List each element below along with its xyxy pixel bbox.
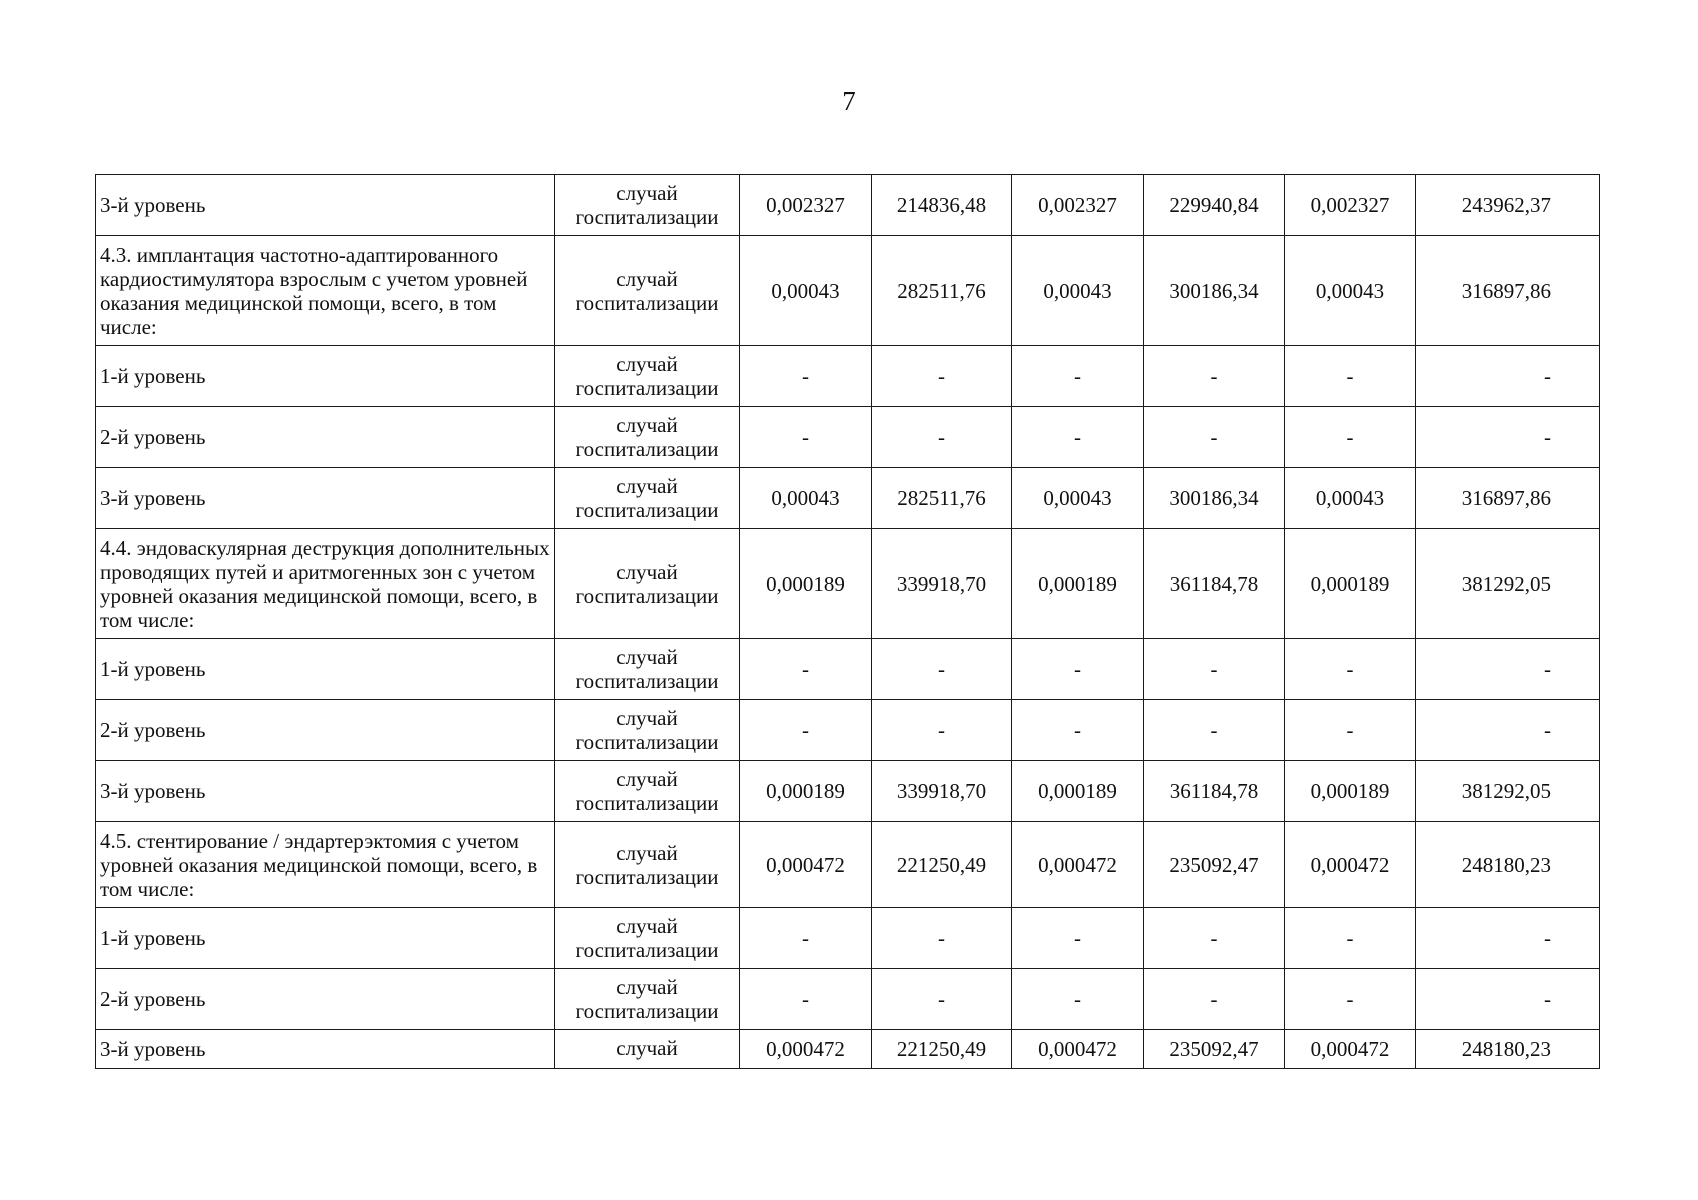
value-cell: 235092,47 [1144,822,1285,908]
row-name-cell: 2-й уровень [96,407,555,468]
value-cell: - [1012,639,1144,700]
value-cell: 0,000472 [740,822,872,908]
unit-cell: случай госпитализации [555,908,740,969]
value-cell: 221250,49 [872,822,1012,908]
tariff-table [95,174,1600,1069]
value-cell: 0,00043 [1012,236,1144,346]
value-cell: - [1416,969,1600,1030]
value-cell: 0,000472 [1012,1030,1144,1069]
value-cell: 0,00043 [740,468,872,529]
table-row [96,908,1600,969]
table-row [96,407,1600,468]
value-cell: - [1285,346,1416,407]
row-name-cell: 4.5. стентирование / эндартерэктомия с учетом уровней оказания медицинской помощи, всего, в том числе: [96,822,555,908]
row-name-cell: 4.4. эндоваскулярная деструкция дополнительных проводящих путей и аритмогенных зон с учетом уровней оказания медицинской помощи, всего, в том числе: [96,529,555,639]
value-cell: - [1012,346,1144,407]
table-row [96,639,1600,700]
value-cell: 300186,34 [1144,468,1285,529]
value-cell: - [1285,969,1416,1030]
value-cell: - [740,407,872,468]
row-name-cell: 1-й уровень [96,346,555,407]
value-cell: 248180,23 [1416,1030,1600,1069]
value-cell: - [1285,639,1416,700]
table-row [96,700,1600,761]
value-cell: - [872,908,1012,969]
value-cell: 0,000472 [1285,822,1416,908]
value-cell: 282511,76 [872,468,1012,529]
value-cell: 316897,86 [1416,468,1600,529]
unit-cell: случай госпитализации [555,761,740,822]
value-cell: 243962,37 [1416,175,1600,236]
value-cell: - [740,969,872,1030]
value-cell: - [740,346,872,407]
value-cell: - [1012,700,1144,761]
value-cell: 0,002327 [1285,175,1416,236]
value-cell: 235092,47 [1144,1030,1285,1069]
row-name-cell: 3-й уровень [96,468,555,529]
value-cell: - [1144,407,1285,468]
value-cell: 221250,49 [872,1030,1012,1069]
value-cell: - [1144,346,1285,407]
value-cell: - [872,407,1012,468]
row-name-cell: 1-й уровень [96,908,555,969]
value-cell: 0,00043 [740,236,872,346]
value-cell: 0,000189 [1285,529,1416,639]
row-name-cell: 3-й уровень [96,761,555,822]
table-row [96,1030,1600,1069]
value-cell: 229940,84 [1144,175,1285,236]
row-name-cell: 2-й уровень [96,969,555,1030]
table-row [96,468,1600,529]
value-cell: 300186,34 [1144,236,1285,346]
value-cell: 0,000189 [740,529,872,639]
value-cell: 361184,78 [1144,761,1285,822]
table-body [96,175,1600,1069]
value-cell: - [1012,908,1144,969]
value-cell: 339918,70 [872,529,1012,639]
unit-cell: случай госпитализации [555,822,740,908]
value-cell: - [1285,407,1416,468]
value-cell: 381292,05 [1416,761,1600,822]
unit-cell: случай госпитализации [555,175,740,236]
value-cell: 0,000472 [1285,1030,1416,1069]
value-cell: 0,00043 [1285,468,1416,529]
table-row [96,529,1600,639]
value-cell: 0,000189 [1285,761,1416,822]
value-cell: 0,000189 [1012,529,1144,639]
row-name-cell: 2-й уровень [96,700,555,761]
value-cell: - [1012,969,1144,1030]
value-cell: 0,000472 [740,1030,872,1069]
value-cell: - [1416,407,1600,468]
value-cell: 381292,05 [1416,529,1600,639]
value-cell: - [872,346,1012,407]
row-name-cell: 3-й уровень [96,1030,555,1069]
value-cell: - [872,639,1012,700]
value-cell: 0,002327 [1012,175,1144,236]
value-cell: - [1144,908,1285,969]
row-name-cell: 1-й уровень [96,639,555,700]
value-cell: 282511,76 [872,236,1012,346]
value-cell: - [872,969,1012,1030]
table-row [96,175,1600,236]
unit-cell: случай госпитализации [555,468,740,529]
table-row [96,822,1600,908]
unit-cell: случай госпитализации [555,236,740,346]
value-cell: - [872,700,1012,761]
value-cell: - [740,639,872,700]
value-cell: 316897,86 [1416,236,1600,346]
value-cell: 0,000189 [740,761,872,822]
value-cell: - [1416,908,1600,969]
table-row [96,346,1600,407]
value-cell: - [1144,700,1285,761]
value-cell: 214836,48 [872,175,1012,236]
table-row [96,761,1600,822]
value-cell: - [1416,346,1600,407]
value-cell: 248180,23 [1416,822,1600,908]
value-cell: - [1012,407,1144,468]
value-cell: - [1416,700,1600,761]
value-cell: - [1416,639,1600,700]
page-number: 7 [842,86,856,116]
value-cell: 0,002327 [740,175,872,236]
value-cell: - [1285,908,1416,969]
row-name-cell: 4.3. имплантация частотно-адаптированного кардиостимулятора взрослым с учетом уровней оказания медицинской помощи, всего, в том числе: [96,236,555,346]
value-cell: - [740,908,872,969]
value-cell: - [1285,700,1416,761]
value-cell: 0,00043 [1012,468,1144,529]
value-cell: 361184,78 [1144,529,1285,639]
unit-cell: случай госпитализации [555,407,740,468]
value-cell: 0,000472 [1012,822,1144,908]
unit-cell: случай госпитализации [555,639,740,700]
value-cell: 0,000189 [1012,761,1144,822]
unit-cell: случай госпитализации [555,969,740,1030]
unit-cell: случай госпитализации [555,529,740,639]
value-cell: 0,00043 [1285,236,1416,346]
table-row [96,236,1600,346]
value-cell: - [740,700,872,761]
value-cell: - [1144,639,1285,700]
value-cell: - [1144,969,1285,1030]
row-name-cell: 3-й уровень [96,175,555,236]
value-cell: 339918,70 [872,761,1012,822]
unit-cell: случай [555,1030,740,1069]
table-row [96,969,1600,1030]
unit-cell: случай госпитализации [555,346,740,407]
unit-cell: случай госпитализации [555,700,740,761]
